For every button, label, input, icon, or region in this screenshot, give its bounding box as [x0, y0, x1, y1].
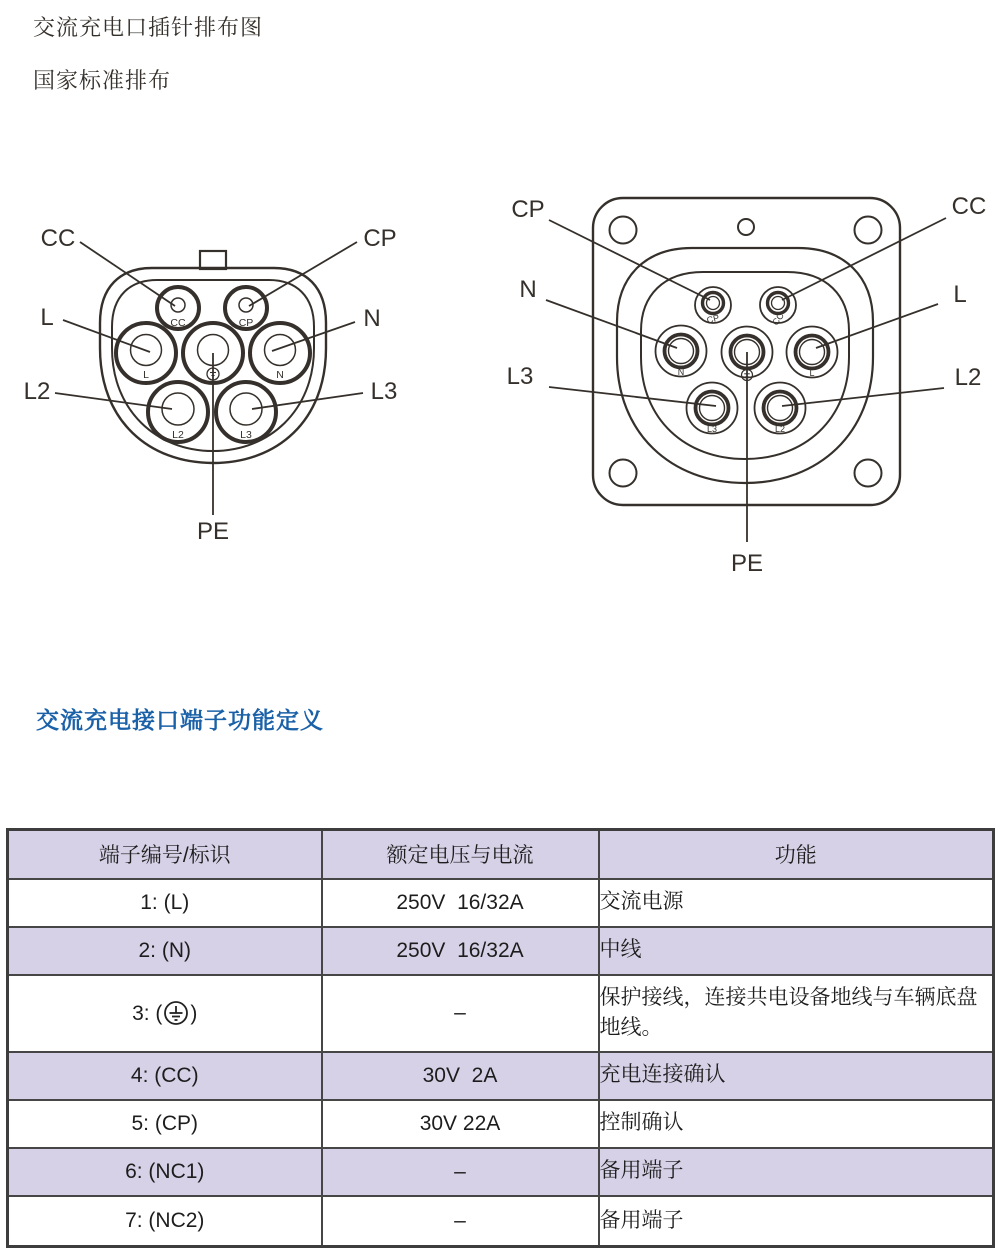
plug-pin-cp-label: CP: [238, 317, 254, 329]
socket-pin-cc: [760, 287, 796, 327]
plug-pin-n: [250, 323, 310, 383]
plug-callout-n: N: [363, 305, 381, 332]
socket-index-hole: [738, 219, 754, 235]
socket-callout-l3: L3: [506, 363, 534, 390]
table-row: [8, 879, 994, 927]
socket-pin-l3: [687, 383, 738, 435]
terminal-cell: 5: (CP): [8, 1100, 322, 1148]
plug-callout-cc: CC: [40, 225, 76, 252]
plug-pin-cc: [157, 287, 199, 329]
terminal-suffix: ): [190, 1002, 198, 1025]
plug-pin-cc-label: CC: [170, 317, 186, 329]
function-cell: 中线: [599, 927, 994, 975]
plug-key-tab: [200, 251, 226, 269]
plug-callout-pe: PE: [196, 518, 230, 545]
socket-callout-pe: PE: [730, 550, 764, 577]
plug-callout-l2: L2: [23, 378, 51, 405]
terminal-cell: 2: (N): [8, 927, 322, 975]
page-title: 交流充电口插针排布图: [33, 15, 264, 40]
socket-pin-n: [656, 326, 707, 378]
function-cell: 充电连接确认: [599, 1052, 994, 1100]
plug-face-diagram: [24, 225, 398, 545]
socket-pin-l2: [755, 383, 806, 435]
function-cell: 控制确认: [599, 1100, 994, 1148]
protective-earth-icon: [163, 1000, 189, 1026]
table-row: [8, 1148, 994, 1196]
socket-pin-n-label: N: [677, 367, 685, 377]
terminal-cell: 7: (NC2): [8, 1196, 322, 1247]
socket-mount-hole: [855, 460, 882, 487]
rating-cell: –: [322, 1148, 599, 1196]
function-cell: 交流电源: [599, 879, 994, 927]
table-row: [8, 1100, 994, 1148]
socket-pin-l3-label: L3: [706, 424, 718, 434]
rating-cell: 30V 22A: [322, 1100, 599, 1148]
plug-pin-l2: [148, 382, 208, 442]
page-subtitle: 国家标准排布: [33, 68, 172, 93]
table-header-row: [8, 830, 994, 879]
socket-callout-cp: CP: [511, 196, 545, 223]
terminal-cell: 6: (NC1): [8, 1148, 322, 1196]
socket-pin-cc-label: CC: [770, 310, 786, 328]
socket-pin-l-label: L: [809, 368, 815, 378]
table-row: [8, 1052, 994, 1100]
terminal-cell: 4: (CC): [8, 1052, 322, 1100]
rating-cell: 30V 2A: [322, 1052, 599, 1100]
table-row: [8, 927, 994, 975]
socket-pin-cp: [695, 287, 731, 325]
function-cell: 备用端子: [599, 1196, 994, 1247]
plug-pin-cp: [225, 287, 267, 329]
terminal-prefix: 3: (: [132, 1002, 163, 1025]
plug-callout-l: L: [40, 304, 54, 331]
socket-mount-hole: [610, 217, 637, 244]
socket-callout-cc: CC: [951, 193, 987, 220]
plug-pin-l3: [216, 382, 276, 442]
rating-cell: 250V 16/32A: [322, 879, 599, 927]
pin-arrangement-diagrams: [0, 190, 1000, 590]
rating-cell: –: [322, 1196, 599, 1247]
rating-cell: 250V 16/32A: [322, 927, 599, 975]
socket-pin-l: [787, 327, 838, 379]
col-header-terminal: 端子编号/标识: [8, 830, 322, 879]
plug-pin-l-label: L: [143, 369, 149, 381]
plug-pin-l: [116, 323, 176, 383]
socket-pin-cp-label: CP: [705, 312, 721, 326]
plug-callout-cp: CP: [363, 225, 397, 252]
function-cell: 备用端子: [599, 1148, 994, 1196]
table-row: [8, 1196, 994, 1247]
plug-pin-l3-label: L3: [240, 429, 252, 441]
rating-cell: –: [322, 975, 599, 1052]
socket-mount-hole: [610, 460, 637, 487]
socket-callout-n: N: [519, 276, 537, 303]
section-heading: 交流充电接口端子功能定义: [36, 707, 324, 733]
col-header-rating: 额定电压与电流: [322, 830, 599, 879]
socket-face-diagram: [507, 193, 987, 577]
plug-callout-l3: L3: [370, 378, 398, 405]
function-cell: 保护接线，连接共电设备地线与车辆底盘地线。: [599, 975, 994, 1052]
terminal-cell: 1: (L): [8, 879, 322, 927]
socket-callout-l2: L2: [954, 364, 982, 391]
plug-pin-n-label: N: [276, 369, 284, 381]
socket-pin-l2-label: L2: [774, 424, 786, 434]
col-header-function: 功能: [599, 830, 994, 879]
table-row: [8, 975, 994, 1052]
terminal-function-table: [6, 828, 995, 1248]
terminal-cell: [8, 975, 322, 1052]
socket-callout-l: L: [953, 281, 967, 308]
socket-mount-hole: [855, 217, 882, 244]
plug-pin-l2-label: L2: [172, 429, 184, 441]
